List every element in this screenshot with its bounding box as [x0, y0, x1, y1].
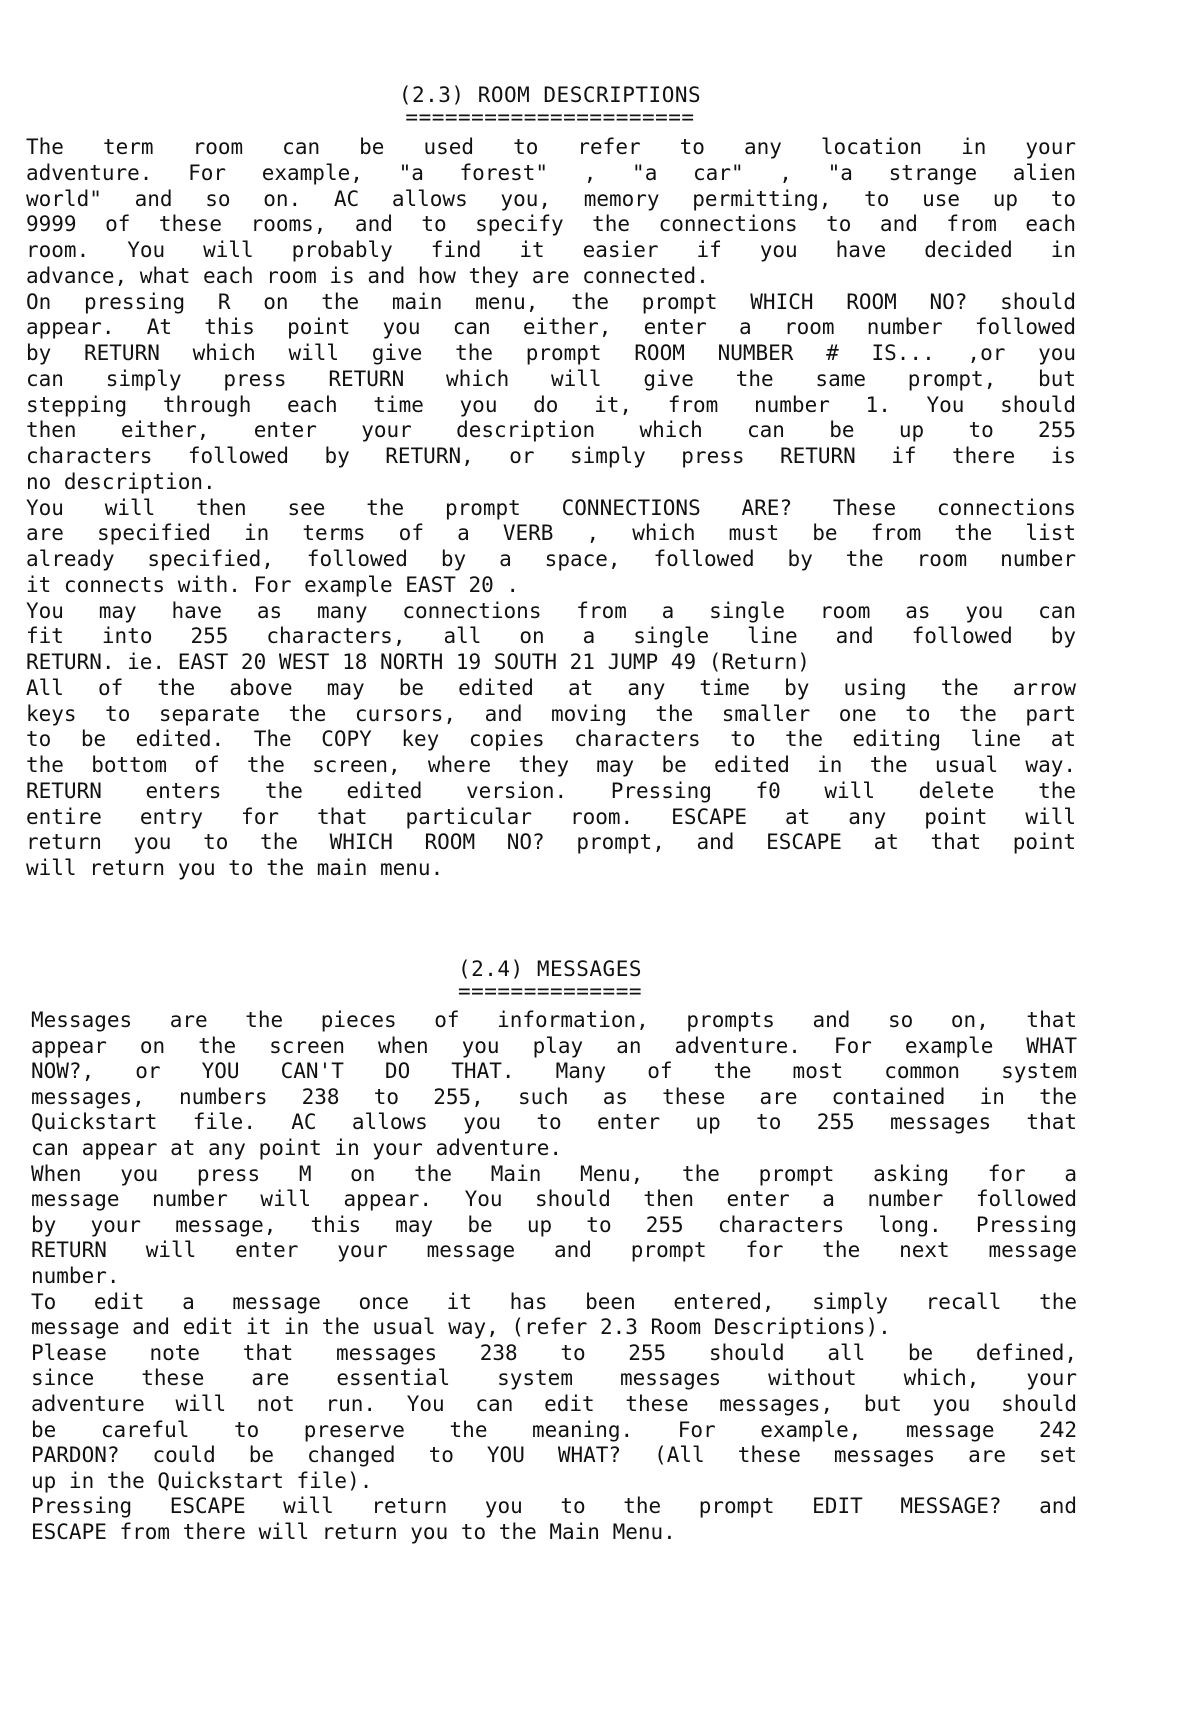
text-line: it connects with. For example EAST 20 . [26, 572, 520, 597]
heading-underline: ====================== [405, 105, 695, 129]
text-line: Quickstart file. AC allows you to enter up to 255 messages that [31, 1110, 1077, 1135]
text-line: stepping through each time you do it, from number 1. You should [26, 392, 1076, 417]
text-line: To edit a message once it has been entered, simply recall the [31, 1289, 1077, 1314]
section-heading-messages: (2.4) MESSAGES [457, 957, 642, 981]
text-line: PARDON? could be changed to YOU WHAT? (All these messages are set [31, 1443, 1077, 1468]
text-line: RETURN enters the edited version. Pressing f0 will delete the [26, 778, 1076, 803]
text-line: On pressing R on the main menu, the prompt WHICH ROOM NO? should [26, 289, 1076, 314]
text-line: by RETURN which will give the prompt ROOM NUMBER # IS... ,or you [26, 341, 1076, 365]
text-line: return you to the WHICH ROOM NO? prompt, and ESCAPE at that point [26, 830, 1076, 855]
text-line: RETURN. ie. EAST 20 WEST 18 NORTH 19 SOUTH 21 JUMP 49 (Return) [26, 650, 810, 674]
text-line: fit into 255 characters, all on a single line and followed by [26, 624, 1076, 649]
text-line: are specified in terms of a VERB , which must be from the list [26, 521, 1076, 546]
text-line: number. [31, 1264, 120, 1288]
text-line: keys to separate the cursors, and moving the smaller one to the part [26, 701, 1076, 726]
text-line: already specified, followed by a space, followed by the room number [26, 547, 1076, 571]
text-line: message and edit it in the usual way, (refer 2.3 Room Descriptions). [31, 1315, 891, 1340]
text-line: Pressing ESCAPE will return you to the prompt EDIT MESSAGE? and [31, 1494, 1077, 1519]
text-line: messages, numbers 238 to 255, such as these are contained in the [31, 1084, 1077, 1109]
text-line: world" and so on. AC allows you, memory permitting, to use up to [26, 186, 1076, 211]
text-line: RETURN will enter your message and prompt for the next message [31, 1238, 1077, 1263]
text-line: advance, what each room is and how they are connected. [26, 263, 709, 288]
text-line: Please note that messages 238 to 255 should all be defined, [31, 1340, 1077, 1365]
text-line: When you press M on the Main Menu, the prompt asking for a [31, 1161, 1077, 1186]
text-line: You will then see the prompt CONNECTIONS ARE? These connections [26, 495, 1076, 520]
text-line: no description. [26, 469, 216, 494]
text-line: The term room can be used to refer to any location in your [26, 135, 1076, 159]
text-line: the bottom of the screen, where they may be edited in the usual way. [26, 753, 1076, 777]
text-line: room. You will probably find it easier if you have decided in [26, 238, 1076, 262]
text-line: adventure. For example, "a forest" , "a car" , "a strange alien [26, 160, 1076, 185]
text-line: by your message, this may be up to 255 characters long. Pressing [31, 1212, 1077, 1237]
text-line: then either, enter your description which can be up to 255 [26, 418, 1076, 443]
text-line: can simply press RETURN which will give the same prompt, but [26, 366, 1076, 391]
text-line: characters followed by RETURN, or simply press RETURN if there is [26, 444, 1076, 468]
text-line: 9999 of these rooms, and to specify the connections to and from each [26, 212, 1076, 237]
text-line: be careful to preserve the meaning. For example, message 242 [31, 1417, 1077, 1442]
text-line: up in the Quickstart file). [31, 1468, 373, 1493]
text-line: ESCAPE from there will return you to the Main Menu. [31, 1520, 676, 1544]
section-heading-room-descriptions: (2.3) ROOM DESCRIPTIONS [398, 83, 702, 107]
text-line: message number will appear. You should then enter a number followed [31, 1187, 1077, 1212]
text-line: will return you to the main menu. [26, 856, 444, 880]
heading-underline: ============== [457, 979, 642, 1003]
text-line: since these are essential system messages without which, your [31, 1366, 1077, 1391]
text-line: appear. At this point you can either, enter a room number followed [26, 315, 1076, 340]
text-line: Messages are the pieces of information, prompts and so on, that [31, 1008, 1077, 1032]
text-line: NOW?, or YOU CAN'T DO THAT. Many of the most common system [31, 1059, 1077, 1084]
text-line: appear on the screen when you play an adventure. For example WHAT [31, 1033, 1077, 1058]
text-line: All of the above may be edited at any time by using the arrow [26, 675, 1076, 700]
text-line: entire entry for that particular room. ESCAPE at any point will [26, 804, 1076, 829]
text-line: You may have as many connections from a single room as you can [26, 598, 1076, 623]
text-line: to be edited. The COPY key copies characters to the editing line at [26, 727, 1076, 752]
text-line: adventure will not run. You can edit these messages, but you should [31, 1392, 1077, 1416]
text-line: can appear at any point in your adventure. [31, 1136, 563, 1160]
